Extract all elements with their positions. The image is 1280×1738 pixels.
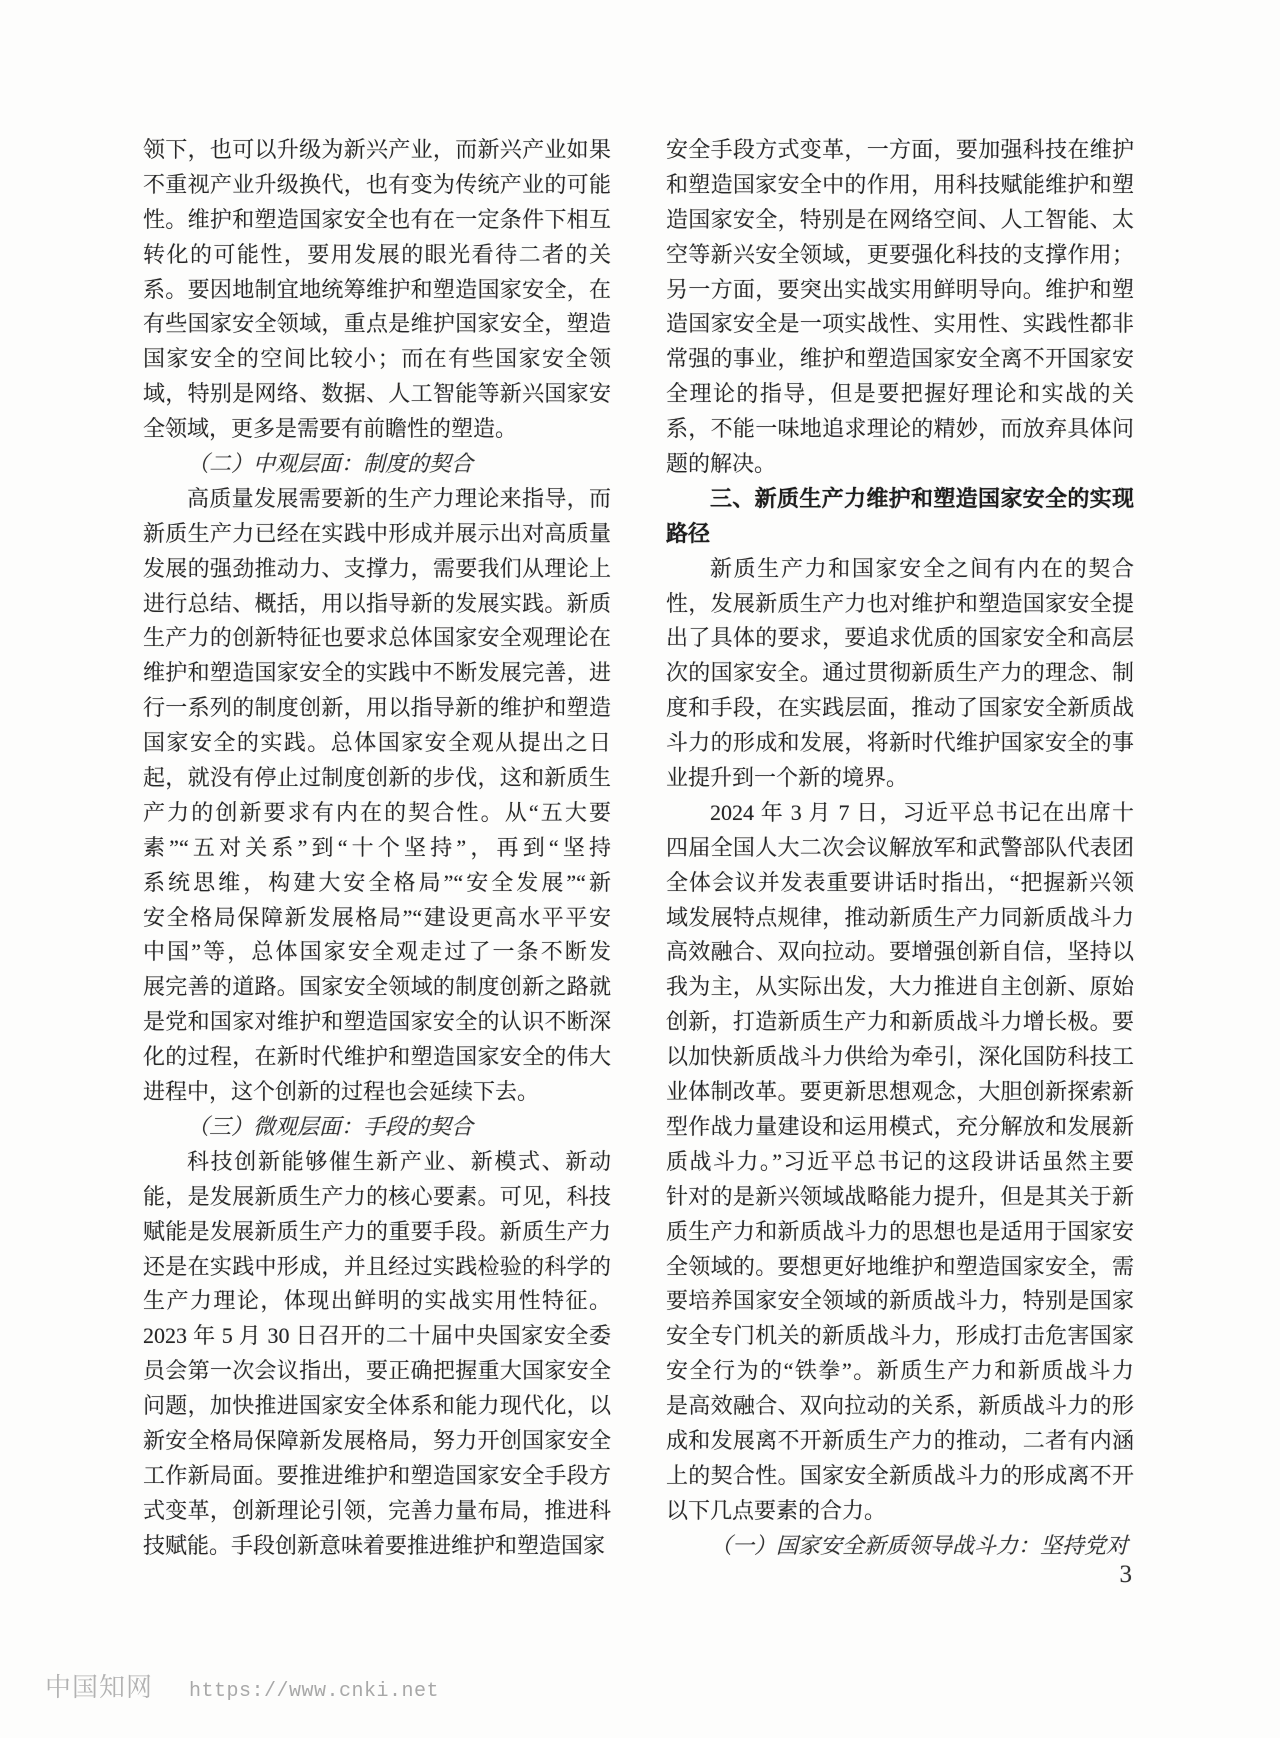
text-line: 业提升到一个新的境界。 bbox=[666, 765, 909, 791]
text-line: 素”“五对关系”到“十个坚持”，再到“坚持 bbox=[143, 834, 611, 860]
text-line: 业体制改革。要更新思想观念，大胆创新探索新 bbox=[666, 1079, 1134, 1105]
text-line: 以加快新质战斗力供给为牵引，深化国防科技工 bbox=[666, 1044, 1134, 1070]
left-text-column bbox=[143, 133, 611, 1564]
text-line: 国家安全的实践。总体国家安全观从提出之日 bbox=[143, 730, 611, 756]
text-line: 展完善的道路。国家安全领域的制度创新之路就 bbox=[143, 974, 611, 1000]
heading-line: 三、新质生产力维护和塑造国家安全的实现 bbox=[710, 485, 1134, 511]
text-line: 和塑造国家安全中的作用，用科技赋能维护和塑 bbox=[666, 171, 1134, 197]
text-line: 维护和塑造国家安全的实践中不断发展完善，进 bbox=[143, 660, 611, 686]
text-line: 不重视产业升级换代，也有变为传统产业的可能 bbox=[143, 171, 611, 197]
heading-line: （二）中观层面：制度的契合 bbox=[187, 451, 474, 477]
text-line: 2023 年 5 月 30 日召开的二十届中央国家安全委 bbox=[143, 1323, 611, 1349]
text-line: 全理论的指导，但是要把握好理论和实战的关 bbox=[666, 381, 1134, 407]
text-line: 新安全格局保障新发展格局，努力开创国家安全 bbox=[143, 1427, 611, 1453]
text-line: 我为主，从实际出发，大力推进自主创新、原始 bbox=[666, 974, 1134, 1000]
text-line: 安全手段方式变革，一方面，要加强科技在维护 bbox=[666, 137, 1134, 162]
text-line: 成和发展离不开新质生产力的推动，二者有内涵 bbox=[666, 1427, 1134, 1453]
heading-line: （一）国家安全新质领导战斗力：坚持党对 bbox=[710, 1532, 1129, 1558]
text-line: 安全专门机关的新质战斗力，形成打击危害国家 bbox=[666, 1323, 1134, 1349]
text-line: 2024 年 3 月 7 日，习近平总书记在出席十 bbox=[710, 799, 1134, 825]
text-line: 安全行为的“铁拳”。新质生产力和新质战斗力 bbox=[666, 1358, 1134, 1384]
text-line: 高效融合、双向拉动。要增强创新自信，坚持以 bbox=[666, 939, 1134, 965]
text-line: 化的过程，在新时代维护和塑造国家安全的伟大 bbox=[143, 1044, 611, 1070]
text-line: 题的解决。 bbox=[666, 451, 777, 477]
text-line: 度和手段，在实践层面，推动了国家安全新质战 bbox=[666, 695, 1134, 721]
text-line: 领下，也可以升级为新兴产业，而新兴产业如果 bbox=[143, 137, 611, 162]
text-line: 上的契合性。国家安全新质战斗力的形成离不开 bbox=[666, 1462, 1134, 1488]
text-line: 型作战力量建设和运用模式，充分解放和发展新 bbox=[666, 1113, 1134, 1139]
text-line: 创新，打造新质生产力和新质战斗力增长极。要 bbox=[666, 1009, 1134, 1035]
text-line: 有些国家安全领域，重点是维护国家安全，塑造 bbox=[143, 311, 611, 337]
heading-line: 路径 bbox=[666, 520, 711, 546]
text-line: 生产力理论，体现出鲜明的实战实用性特征。 bbox=[143, 1288, 611, 1314]
text-line: 域发展特点规律，推动新质生产力同新质战斗力 bbox=[666, 904, 1134, 930]
text-line: 是党和国家对维护和塑造国家安全的认识不断深 bbox=[143, 1009, 611, 1035]
text-line: 工作新局面。要推进维护和塑造国家安全手段方 bbox=[143, 1462, 611, 1488]
text-line: 是高效融合、双向拉动的关系，新质战斗力的形 bbox=[666, 1393, 1134, 1419]
text-line: 斗力的形成和发展，将新时代维护国家安全的事 bbox=[666, 730, 1134, 756]
text-line: 产力的创新要求有内在的契合性。从“五大要 bbox=[143, 799, 611, 825]
text-line: 质战斗力。”习近平总书记的这段讲话虽然主要 bbox=[666, 1148, 1134, 1174]
text-line: 要培养国家安全领域的新质战斗力，特别是国家 bbox=[666, 1288, 1134, 1314]
right-text-column bbox=[666, 133, 1134, 1564]
text-line: 性，发展新质生产力也对维护和塑造国家安全提 bbox=[666, 590, 1134, 616]
text-line: 中国”等，总体国家安全观走过了一条不断发 bbox=[143, 939, 611, 965]
cnki-brand-text: 中国知网 bbox=[45, 1673, 154, 1702]
text-line: 全领域，更多是需要有前瞻性的塑造。 bbox=[143, 416, 518, 442]
text-line: 新质生产力已经在实践中形成并展示出对高质量 bbox=[143, 520, 611, 546]
text-line: 次的国家安全。通过贯彻新质生产力的理念、制 bbox=[666, 660, 1134, 686]
text-line: 转化的可能性，要用发展的眼光看待二者的关 bbox=[143, 241, 611, 267]
text-line: 还是在实践中形成，并且经过实践检验的科学的 bbox=[143, 1253, 611, 1279]
text-line: 系统思维，构建大安全格局”“安全发展”“新 bbox=[143, 869, 611, 895]
text-line: 另一方面，要突出实战实用鲜明导向。维护和塑 bbox=[666, 276, 1134, 302]
text-line: 域，特别是网络、数据、人工智能等新兴国家安 bbox=[143, 381, 611, 407]
text-line: 安全格局保障新发展格局”“建设更高水平平安 bbox=[143, 904, 611, 930]
text-line: 造国家安全，特别是在网络空间、人工智能、太 bbox=[666, 206, 1134, 232]
text-line: 赋能是发展新质生产力的重要手段。新质生产力 bbox=[143, 1218, 611, 1244]
text-line: 能，是发展新质生产力的核心要素。可见，科技 bbox=[143, 1183, 611, 1209]
text-line: 高质量发展需要新的生产力理论来指导，而 bbox=[187, 485, 611, 511]
text-line: 系，不能一味地追求理论的精妙，而放弃具体问 bbox=[666, 416, 1134, 442]
heading-line: （三）微观层面：手段的契合 bbox=[187, 1113, 474, 1139]
text-line: 员会第一次会议指出，要正确把握重大国家安全 bbox=[143, 1358, 611, 1384]
text-line: 造国家安全是一项实战性、实用性、实践性都非 bbox=[666, 311, 1134, 337]
text-line: 以下几点要素的合力。 bbox=[666, 1497, 887, 1523]
text-line: 进程中，这个创新的过程也会延续下去。 bbox=[143, 1079, 540, 1105]
text-line: 科技创新能够催生新产业、新模式、新动 bbox=[187, 1148, 611, 1174]
text-line: 式变革，创新理论引领，完善力量布局，推进科 bbox=[143, 1497, 611, 1523]
text-line: 系。要因地制宜地统筹维护和塑造国家安全，在 bbox=[143, 276, 611, 302]
text-line: 全领域的。要想更好地维护和塑造国家安全，需 bbox=[666, 1253, 1134, 1279]
text-line: 起，就没有停止过制度创新的步伐，这和新质生 bbox=[143, 765, 611, 791]
text-line: 问题，加快推进国家安全体系和能力现代化，以 bbox=[143, 1393, 611, 1419]
text-line: 四届全国人大二次会议解放军和武警部队代表团 bbox=[666, 834, 1134, 860]
text-line: 常强的事业，维护和塑造国家安全离不开国家安 bbox=[666, 346, 1134, 372]
text-line: 质生产力和新质战斗力的思想也是适用于国家安 bbox=[666, 1218, 1134, 1244]
text-line: 新质生产力和国家安全之间有内在的契合 bbox=[710, 555, 1134, 581]
footer-watermark bbox=[45, 1667, 439, 1704]
cnki-url-text: https://www.cnki.net bbox=[189, 1680, 440, 1703]
page-number: 3 bbox=[1119, 1561, 1132, 1588]
text-line: 生产力的创新特征也要求总体国家安全观理论在 bbox=[143, 625, 611, 651]
text-line: 针对的是新兴领域战略能力提升，但是其关于新 bbox=[666, 1183, 1134, 1209]
text-line: 出了具体的要求，要追求优质的国家安全和高层 bbox=[666, 625, 1134, 651]
text-line: 进行总结、概括，用以指导新的发展实践。新质 bbox=[143, 590, 611, 616]
text-line: 空等新兴安全领域，更要强化科技的支撑作用； bbox=[666, 241, 1134, 267]
text-line: 性。维护和塑造国家安全也有在一定条件下相互 bbox=[143, 206, 611, 232]
text-line: 全体会议并发表重要讲话时指出，“把握新兴领 bbox=[666, 869, 1134, 895]
text-line: 国家安全的空间比较小；而在有些国家安全领 bbox=[143, 346, 611, 372]
text-line: 行一系列的制度创新，用以指导新的维护和塑造 bbox=[143, 695, 611, 721]
text-line: 技赋能。手段创新意味着要推进维护和塑造国家 bbox=[143, 1532, 606, 1558]
text-line: 发展的强劲推动力、支撑力，需要我们从理论上 bbox=[143, 555, 611, 581]
